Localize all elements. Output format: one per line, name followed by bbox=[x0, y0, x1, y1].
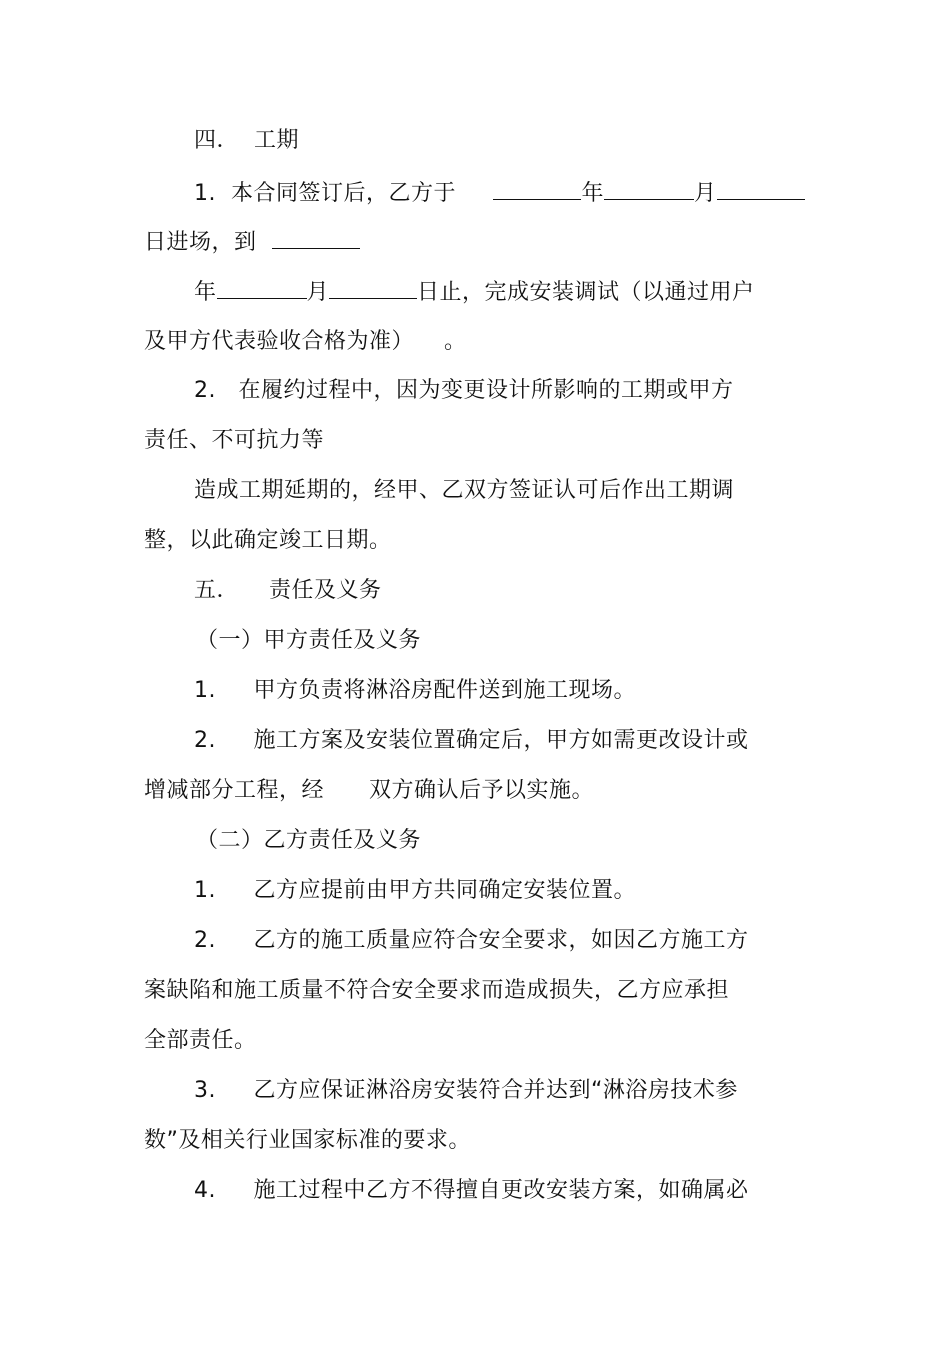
party-a-item-2-line-2: 增减部分工程，经 双方确认后予以实施。 bbox=[144, 778, 594, 803]
month-label: 月 bbox=[694, 181, 717, 206]
party-b-item-4-line-1: 4. 施工过程中乙方不得擅自更改安装方案，如确属必 bbox=[194, 1178, 749, 1203]
end-month-blank bbox=[217, 276, 307, 299]
clause-text: 日止，完成安装调试（以通过用户 bbox=[417, 280, 755, 305]
party-b-item-1: 1. 乙方应提前由甲方共同确定安装位置。 bbox=[194, 878, 636, 903]
year-label: 年 bbox=[581, 181, 604, 206]
clause-text: 本合同签订后，乙方于 bbox=[231, 181, 457, 206]
party-a-item-2-line-1: 2. 施工方案及安装位置确定后，甲方如需更改设计或 bbox=[194, 728, 749, 753]
clause-4-1-line-1 bbox=[194, 177, 805, 209]
clause-4-2-line-3: 造成工期延期的，经甲、乙双方签证认可后作出工期调 bbox=[194, 478, 735, 503]
party-b-item-3-line-2: 数”及相关行业国家标准的要求。 bbox=[144, 1128, 471, 1153]
party-b-heading: （二）乙方责任及义务 bbox=[196, 828, 422, 853]
clause-4-2-line-2: 责任、不可抗力等 bbox=[144, 428, 325, 453]
clause-4-1-line-4: 及甲方代表验收合格为准） 。 bbox=[144, 329, 467, 354]
clause-4-2-line-1: 2. 在履约过程中，因为变更设计所影响的工期或甲方 bbox=[194, 378, 734, 403]
month-blank bbox=[604, 177, 694, 200]
party-a-item-1: 1. 甲方负责将淋浴房配件送到施工现场。 bbox=[194, 678, 636, 703]
clause-4-2-line-4: 整，以此确定竣工日期。 bbox=[144, 528, 392, 553]
clause-4-1-line-2 bbox=[144, 226, 360, 258]
end-day-blank bbox=[329, 276, 417, 299]
end-year-blank bbox=[272, 226, 360, 249]
clause-number: 1. bbox=[194, 181, 216, 206]
year-blank bbox=[493, 177, 581, 200]
clause-4-1-line-3 bbox=[194, 276, 755, 308]
clause-text: 日进场，到 bbox=[144, 230, 257, 255]
day-blank bbox=[717, 177, 805, 200]
party-b-item-3-line-1: 3. 乙方应保证淋浴房安装符合并达到“淋浴房技术参 bbox=[194, 1078, 738, 1103]
section-5-heading: 五． 责任及义务 bbox=[194, 578, 382, 603]
party-b-item-2-line-3: 全部责任。 bbox=[144, 1028, 257, 1053]
party-b-item-2-line-2: 案缺陷和施工质量不符合安全要求而造成损失，乙方应承担 bbox=[144, 978, 730, 1003]
party-b-item-2-line-1: 2. 乙方的施工质量应符合安全要求，如因乙方施工方 bbox=[194, 928, 749, 953]
party-a-heading: （一）甲方责任及义务 bbox=[196, 628, 422, 653]
month-label: 月 bbox=[306, 280, 330, 305]
year-label: 年 bbox=[194, 280, 217, 305]
section-4-heading: 四． 工期 bbox=[194, 128, 299, 153]
